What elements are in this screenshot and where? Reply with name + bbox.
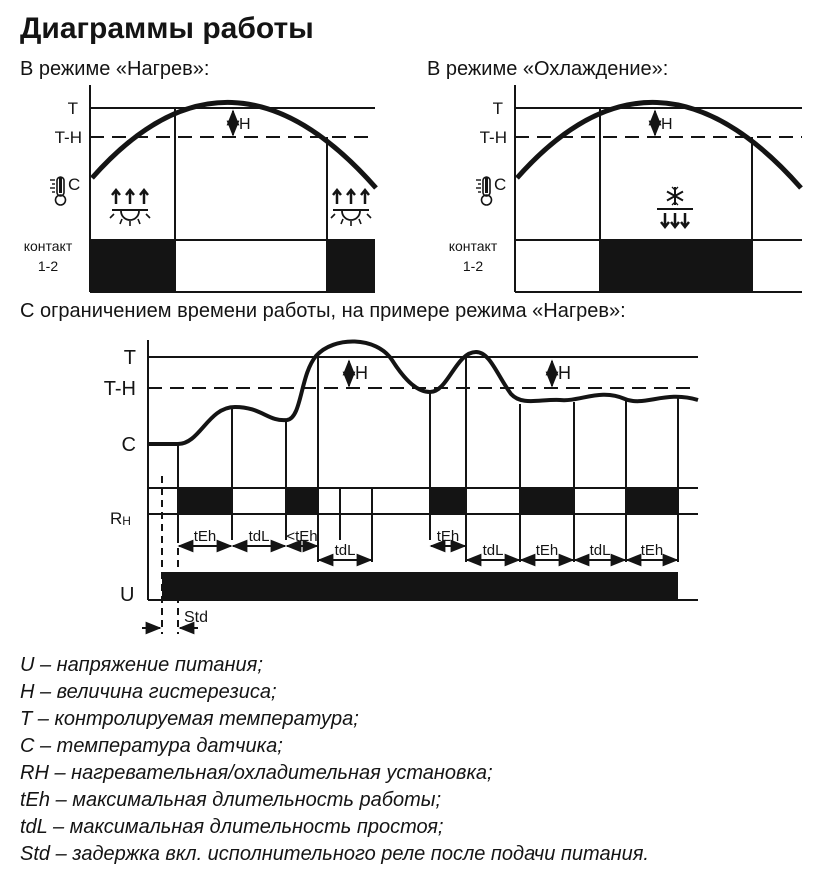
interval-label: tdL <box>589 542 611 559</box>
heating-diagram <box>24 85 376 292</box>
heating-th-label: T-H <box>54 128 82 147</box>
legend-item-tdl: tdL – максимальная длительность простоя; <box>20 816 444 838</box>
timelimit-c-label: C <box>121 434 136 456</box>
interval-label: tEh <box>535 542 559 559</box>
cooling-mode-caption: В режиме «Охлаждение»: <box>427 58 669 80</box>
cooling-diagram <box>449 85 802 292</box>
legend <box>20 652 649 868</box>
interval-arrows <box>179 528 677 560</box>
thermometer-icon <box>476 177 492 205</box>
heating-t-label: T <box>67 99 78 118</box>
u-power-block <box>162 572 678 600</box>
cooling-th-label: T-H <box>479 128 507 147</box>
interval-label: tdL <box>482 542 504 559</box>
heating-c-label: C <box>68 175 81 194</box>
legend-item-rh: RH – нагревательная/охладительная установка; <box>20 762 493 784</box>
snowflake-cooler-icon <box>657 187 693 227</box>
u-label: U <box>120 584 135 606</box>
std-label: Std <box>184 609 209 626</box>
page-title: Диаграммы работы <box>20 12 314 45</box>
time-limit-diagram <box>104 340 698 634</box>
rh-on-blocks <box>178 488 678 514</box>
cooling-contact-number: 1-2 <box>462 258 484 274</box>
heating-h-label: H <box>239 116 251 133</box>
interval-label: tEh <box>640 542 664 559</box>
cooling-contact-on-block <box>600 240 752 292</box>
legend-item-c: C – температура датчика; <box>20 735 283 757</box>
interval-label: tEh <box>436 528 460 545</box>
interval-label: tdL <box>334 542 356 559</box>
timelimit-th-label: T-H <box>103 378 136 400</box>
heating-contact-label: контакт <box>23 238 73 254</box>
cooling-c-label: C <box>494 175 507 194</box>
interval-label: <tEh <box>286 528 318 545</box>
heating-contact-on-block-2 <box>327 240 375 292</box>
interval-label: tdL <box>248 528 270 545</box>
timelimit-h-label-2: H <box>558 363 571 383</box>
heating-mode-caption: В режиме «Нагрев»: <box>20 58 210 80</box>
heater-icon <box>110 190 150 226</box>
cooling-h-label: H <box>661 116 673 133</box>
rh-label: RH <box>110 509 131 528</box>
heating-contact-number: 1-2 <box>37 258 59 274</box>
timelimit-t-label: T <box>123 347 136 369</box>
cooling-contact-label: контакт <box>448 238 498 254</box>
legend-item-u: U – напряжение питания; <box>20 654 263 676</box>
timelimit-h-label-1: H <box>355 363 368 383</box>
legend-item-t: T – контролируемая температура; <box>20 708 359 730</box>
heater-icon <box>331 190 371 226</box>
time-limit-caption: С ограничением времени работы, на примере режима «Нагрев»: <box>20 300 626 322</box>
cooling-t-label: T <box>492 99 503 118</box>
cooling-temperature-curve <box>517 102 801 188</box>
legend-item-std: Std – задержка вкл. исполнительного реле после подачи питания. <box>20 843 649 865</box>
interval-label: tEh <box>193 528 217 545</box>
heating-contact-on-block-1 <box>90 240 175 292</box>
legend-item-h: H – величина гистерезиса; <box>20 681 277 703</box>
legend-item-teh: tEh – максимальная длительность работы; <box>20 789 441 811</box>
thermometer-icon <box>50 177 66 205</box>
